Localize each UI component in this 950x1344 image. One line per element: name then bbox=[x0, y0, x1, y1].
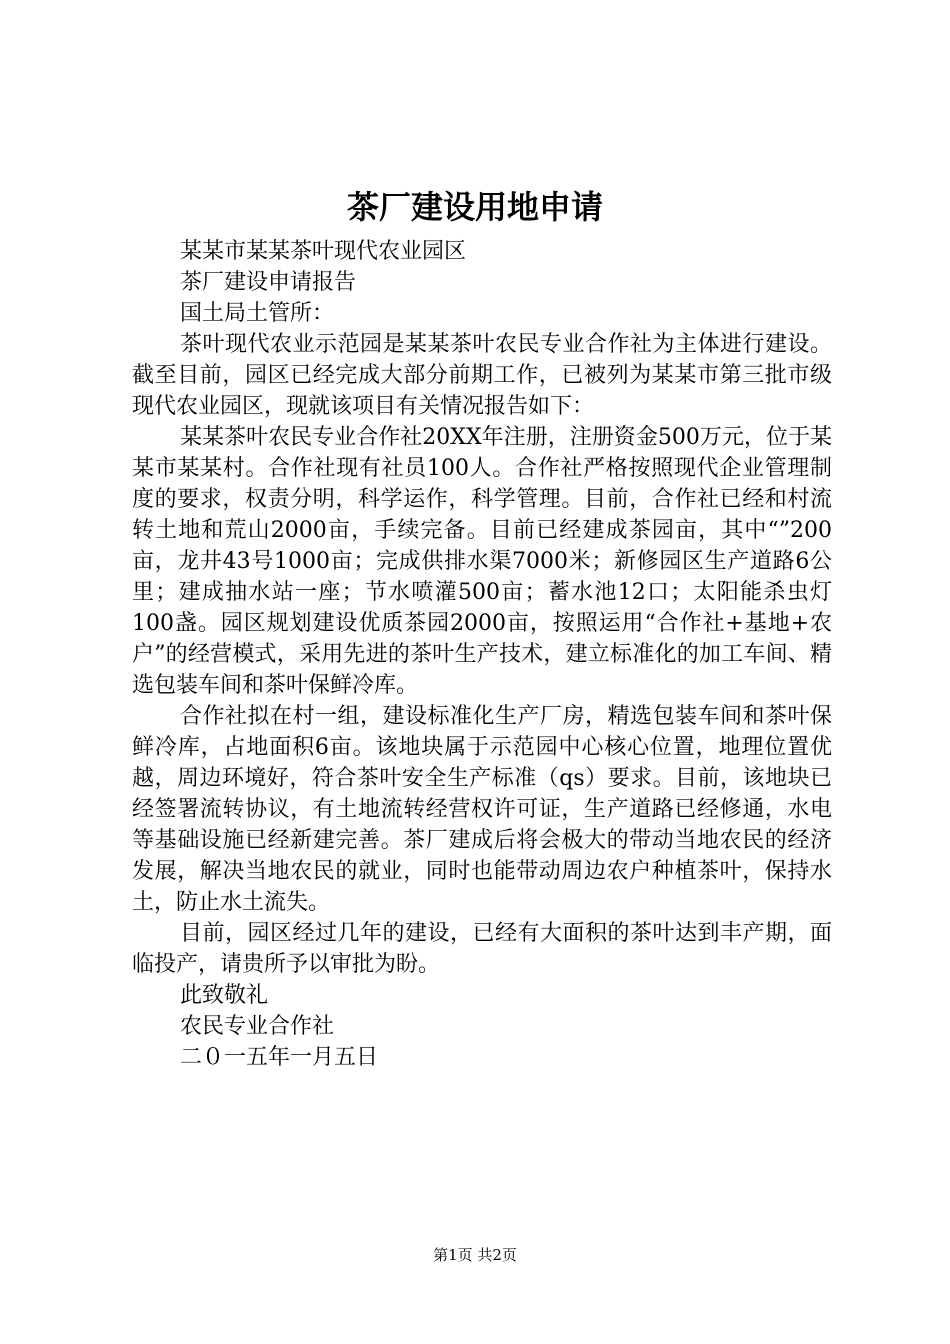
closing-date: 二０一五年一月五日 bbox=[180, 1045, 379, 1070]
closing-salutation: 此致敬礼 bbox=[180, 983, 269, 1008]
paragraph-intro: 茶叶现代农业示范园是某某茶叶农民专业合作社为主体进行建设。截至目前，园区已经完成大部分前期工作，已被列为某某市第三批市级现代农业园区，现就该项目有关情况报告如下： bbox=[132, 332, 832, 419]
paragraph-site: 合作社拟在村一组，建设标准化生产厂房，精选包装车间和茶叶保鲜冷库，占地面积6亩。该地块属于示范园中心核心位置，地理位置优越，周边环境好，符合茶叶安全生产标准（qs）要求。目前，该地块已经签署流转协议，有土地流转经营权许可证，生产道路已经修通，水电等基础设施已经新建完善。茶厂建成后将会极大的带动当地农民的经济发展，解决当地农民的就业，同时也能带动周边农户种植茶叶，保持水土，防止水土流失。 bbox=[132, 704, 832, 915]
header-line-report: 茶厂建设申请报告 bbox=[180, 270, 357, 295]
document-body bbox=[132, 236, 832, 1073]
document-title: 茶厂建设用地申请 bbox=[346, 188, 603, 226]
closing-signature: 农民专业合作社 bbox=[180, 1014, 335, 1039]
page-footer: 第1页 共2页 bbox=[433, 1246, 517, 1264]
paragraph-request: 目前，园区经过几年的建设，已经有大面积的茶叶达到丰产期，面临投产，请贵所予以审批为盼。 bbox=[132, 921, 832, 977]
header-line-addressee: 国土局土管所： bbox=[180, 301, 335, 326]
paragraph-cooperative: 某某茶叶农民专业合作社20XX年注册，注册资金500万元，位于某某市某某村。合作社现有社员100人。合作社严格按照现代企业管理制度的要求，权责分明，科学运作，科学管理。目前，合作社已经和村流转土地和荒山2000亩，手续完备。目前已经建成茶园亩，其中“”200亩，龙井43号1000亩；完成供排水渠7000米；新修园区生产道路6公里；建成抽水站一座；节水喷灌500亩；蓄水池12口；太阳能杀虫灯100盏。园区规划建设优质茶园2000亩，按照运用“合作社+基地+农户”的经营模式，采用先进的茶叶生产技术，建立标准化的加工车间、精选包装车间和茶叶保鲜冷库。 bbox=[132, 425, 832, 698]
header-line-park: 某某市某某茶叶现代农业园区 bbox=[180, 239, 467, 264]
